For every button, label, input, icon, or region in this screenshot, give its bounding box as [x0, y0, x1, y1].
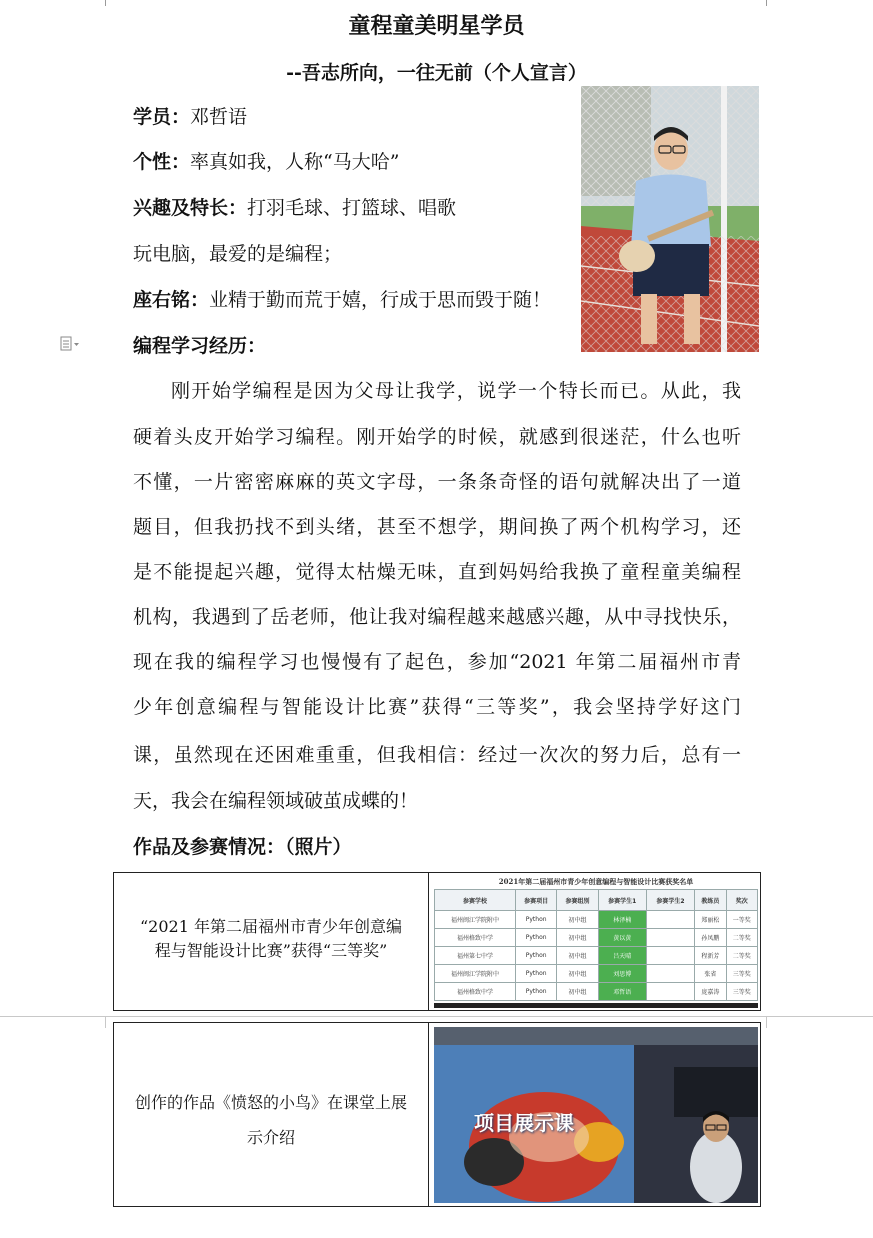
table-cell: 郑丽松 — [695, 911, 726, 929]
award-caption-line-2: 程与智能设计比赛”获得“三等奖” — [154, 941, 388, 960]
award-list-screenshot — [434, 875, 758, 1008]
classroom-presentation-photo — [434, 1027, 758, 1203]
table-cell: Python — [516, 911, 557, 929]
personality-value: 率真如我，人称“马大哈” — [190, 151, 400, 173]
award-list-table — [434, 889, 758, 1001]
table-cell: 张省 — [695, 965, 726, 983]
project-caption-line-1: 创作的作品《愤怒的小鸟》在课堂上展 — [134, 1093, 407, 1112]
table-cell: Python — [516, 965, 557, 983]
table-cell: 福州格致中学 — [435, 929, 516, 947]
table-cell — [646, 911, 694, 929]
page-break-line — [0, 1016, 873, 1017]
works-table-row-1 — [113, 872, 761, 1011]
experience-line-9: 课，虽然现在还困难重重，但我相信：经过一次次的努力后，总有一 — [133, 744, 741, 766]
experience-heading: 编程学习经历： — [133, 335, 267, 357]
col-header: 参赛项目 — [516, 890, 557, 911]
hobby-label: 兴趣及特长： — [133, 197, 248, 219]
table-cell: Python — [516, 947, 557, 965]
experience-line-3: 不懂，一片密密麻麻的英文字母，一条条奇怪的语句就解决出了一道 — [133, 471, 741, 493]
table-cell: 程新芳 — [695, 947, 726, 965]
table-cell: Python — [516, 929, 557, 947]
award-caption-line-1: “2021 年第二届福州市青少年创意编 — [140, 917, 402, 936]
experience-line-2: 硬着头皮开始学习编程。刚开始学的时候，就感到很迷茫，什么也听 — [133, 426, 741, 448]
table-row — [435, 947, 758, 965]
table-cell — [646, 929, 694, 947]
table-cell — [646, 947, 694, 965]
experience-line-4: 题目，但我扔找不到头绪，甚至不想学，期间换了两个机构学习，还 — [133, 516, 741, 538]
table-row — [435, 911, 758, 929]
student-value: 邓哲语 — [190, 106, 248, 128]
hobby-value: 打羽毛球、打篮球、唱歌 — [247, 197, 457, 219]
award-caption — [120, 915, 422, 963]
motto-line — [133, 288, 551, 312]
table-cell: 初中组 — [557, 911, 598, 929]
project-caption-line-2: 示介绍 — [246, 1128, 295, 1147]
table-cell: 三等奖 — [726, 965, 757, 983]
works-heading: 作品及参赛情况：（照片） — [133, 836, 352, 858]
crop-mark-left-bottom — [105, 1016, 106, 1028]
experience-line-7: 现在我的编程学习也慢慢有了起色，参加“2021 年第二届福州市青 — [133, 651, 741, 673]
col-header: 参赛学生1 — [598, 890, 646, 911]
student-label: 学员： — [133, 106, 191, 128]
table-cell: 初中组 — [557, 929, 598, 947]
col-header: 参赛组别 — [557, 890, 598, 911]
project-screen-text: 项目展示课 — [474, 1111, 574, 1135]
table-cell — [646, 965, 694, 983]
col-header: 奖次 — [726, 890, 757, 911]
crop-mark-right-bottom — [766, 1016, 767, 1028]
page-subtitle: --吾志所向，一往无前（个人宣言） — [286, 62, 587, 84]
table-cell: 吕天晴 — [598, 947, 646, 965]
table-cell: 邓哲语 — [598, 983, 646, 1001]
table-cell: 二等奖 — [726, 929, 757, 947]
table-cell: 初中组 — [557, 983, 598, 1001]
col-header: 参赛学校 — [435, 890, 516, 911]
table-cell: 三等奖 — [726, 983, 757, 1001]
table-row — [435, 983, 758, 1001]
table-cell: 庞嘉涛 — [695, 983, 726, 1001]
col-header: 教练员 — [695, 890, 726, 911]
col-header: 参赛学生2 — [646, 890, 694, 911]
motto-value: 业精于勤而荒于嬉，行成于思而毁于随！ — [209, 289, 552, 311]
table-row — [435, 929, 758, 947]
table-cell: 刘思博 — [598, 965, 646, 983]
table-cell: Python — [516, 983, 557, 1001]
table-cell — [646, 983, 694, 1001]
experience-line-10: 天，我会在编程领域破茧成蝶的！ — [133, 790, 419, 812]
page-title: 童程童美明星学员 — [348, 13, 525, 39]
award-list-title: 2021年第二届福州市青少年创意编程与智能设计比赛获奖名单 — [498, 877, 694, 886]
project-caption — [118, 1079, 424, 1149]
hobby-line — [133, 196, 456, 220]
table-cell: 林泽楠 — [598, 911, 646, 929]
experience-line-5: 是不能提起兴趣，觉得太枯燥无味，直到妈妈给我换了童程童美编程 — [133, 561, 741, 583]
motto-label: 座右铭： — [133, 289, 210, 311]
student-line — [133, 105, 247, 129]
table-cell: 福州格致中学 — [435, 983, 516, 1001]
table-cell: 一等奖 — [726, 911, 757, 929]
table-cell: 黄以黄 — [598, 929, 646, 947]
crop-mark-right — [766, 0, 767, 6]
works-table-row-2 — [113, 1022, 761, 1207]
experience-line-1: 刚开始学编程是因为父母让我学，说学一个特长而已。从此，我 — [171, 380, 741, 402]
table-cell: 孙凤鹏 — [695, 929, 726, 947]
table-cell: 福州闽江学院附中 — [435, 911, 516, 929]
table-cell: 初中组 — [557, 947, 598, 965]
table-cell: 福州第七中学 — [435, 947, 516, 965]
paragraph-options-icon[interactable] — [60, 336, 80, 352]
personality-label: 个性： — [133, 151, 191, 173]
table-cell: 二等奖 — [726, 947, 757, 965]
crop-mark-left — [105, 0, 106, 6]
experience-line-6: 机构，我遇到了岳老师，他让我对编程越来越感兴趣，从中寻找快乐， — [133, 606, 741, 628]
experience-line-8: 少年创意编程与智能设计比赛”获得“三等奖”，我会坚持学好这门 — [133, 696, 741, 718]
hobby-continuation: 玩电脑，最爱的是编程； — [133, 243, 343, 265]
table-cell: 福州闽江学院附中 — [435, 965, 516, 983]
table-row — [435, 965, 758, 983]
personality-line — [133, 150, 399, 174]
table-cell: 初中组 — [557, 965, 598, 983]
student-photo — [581, 86, 759, 352]
